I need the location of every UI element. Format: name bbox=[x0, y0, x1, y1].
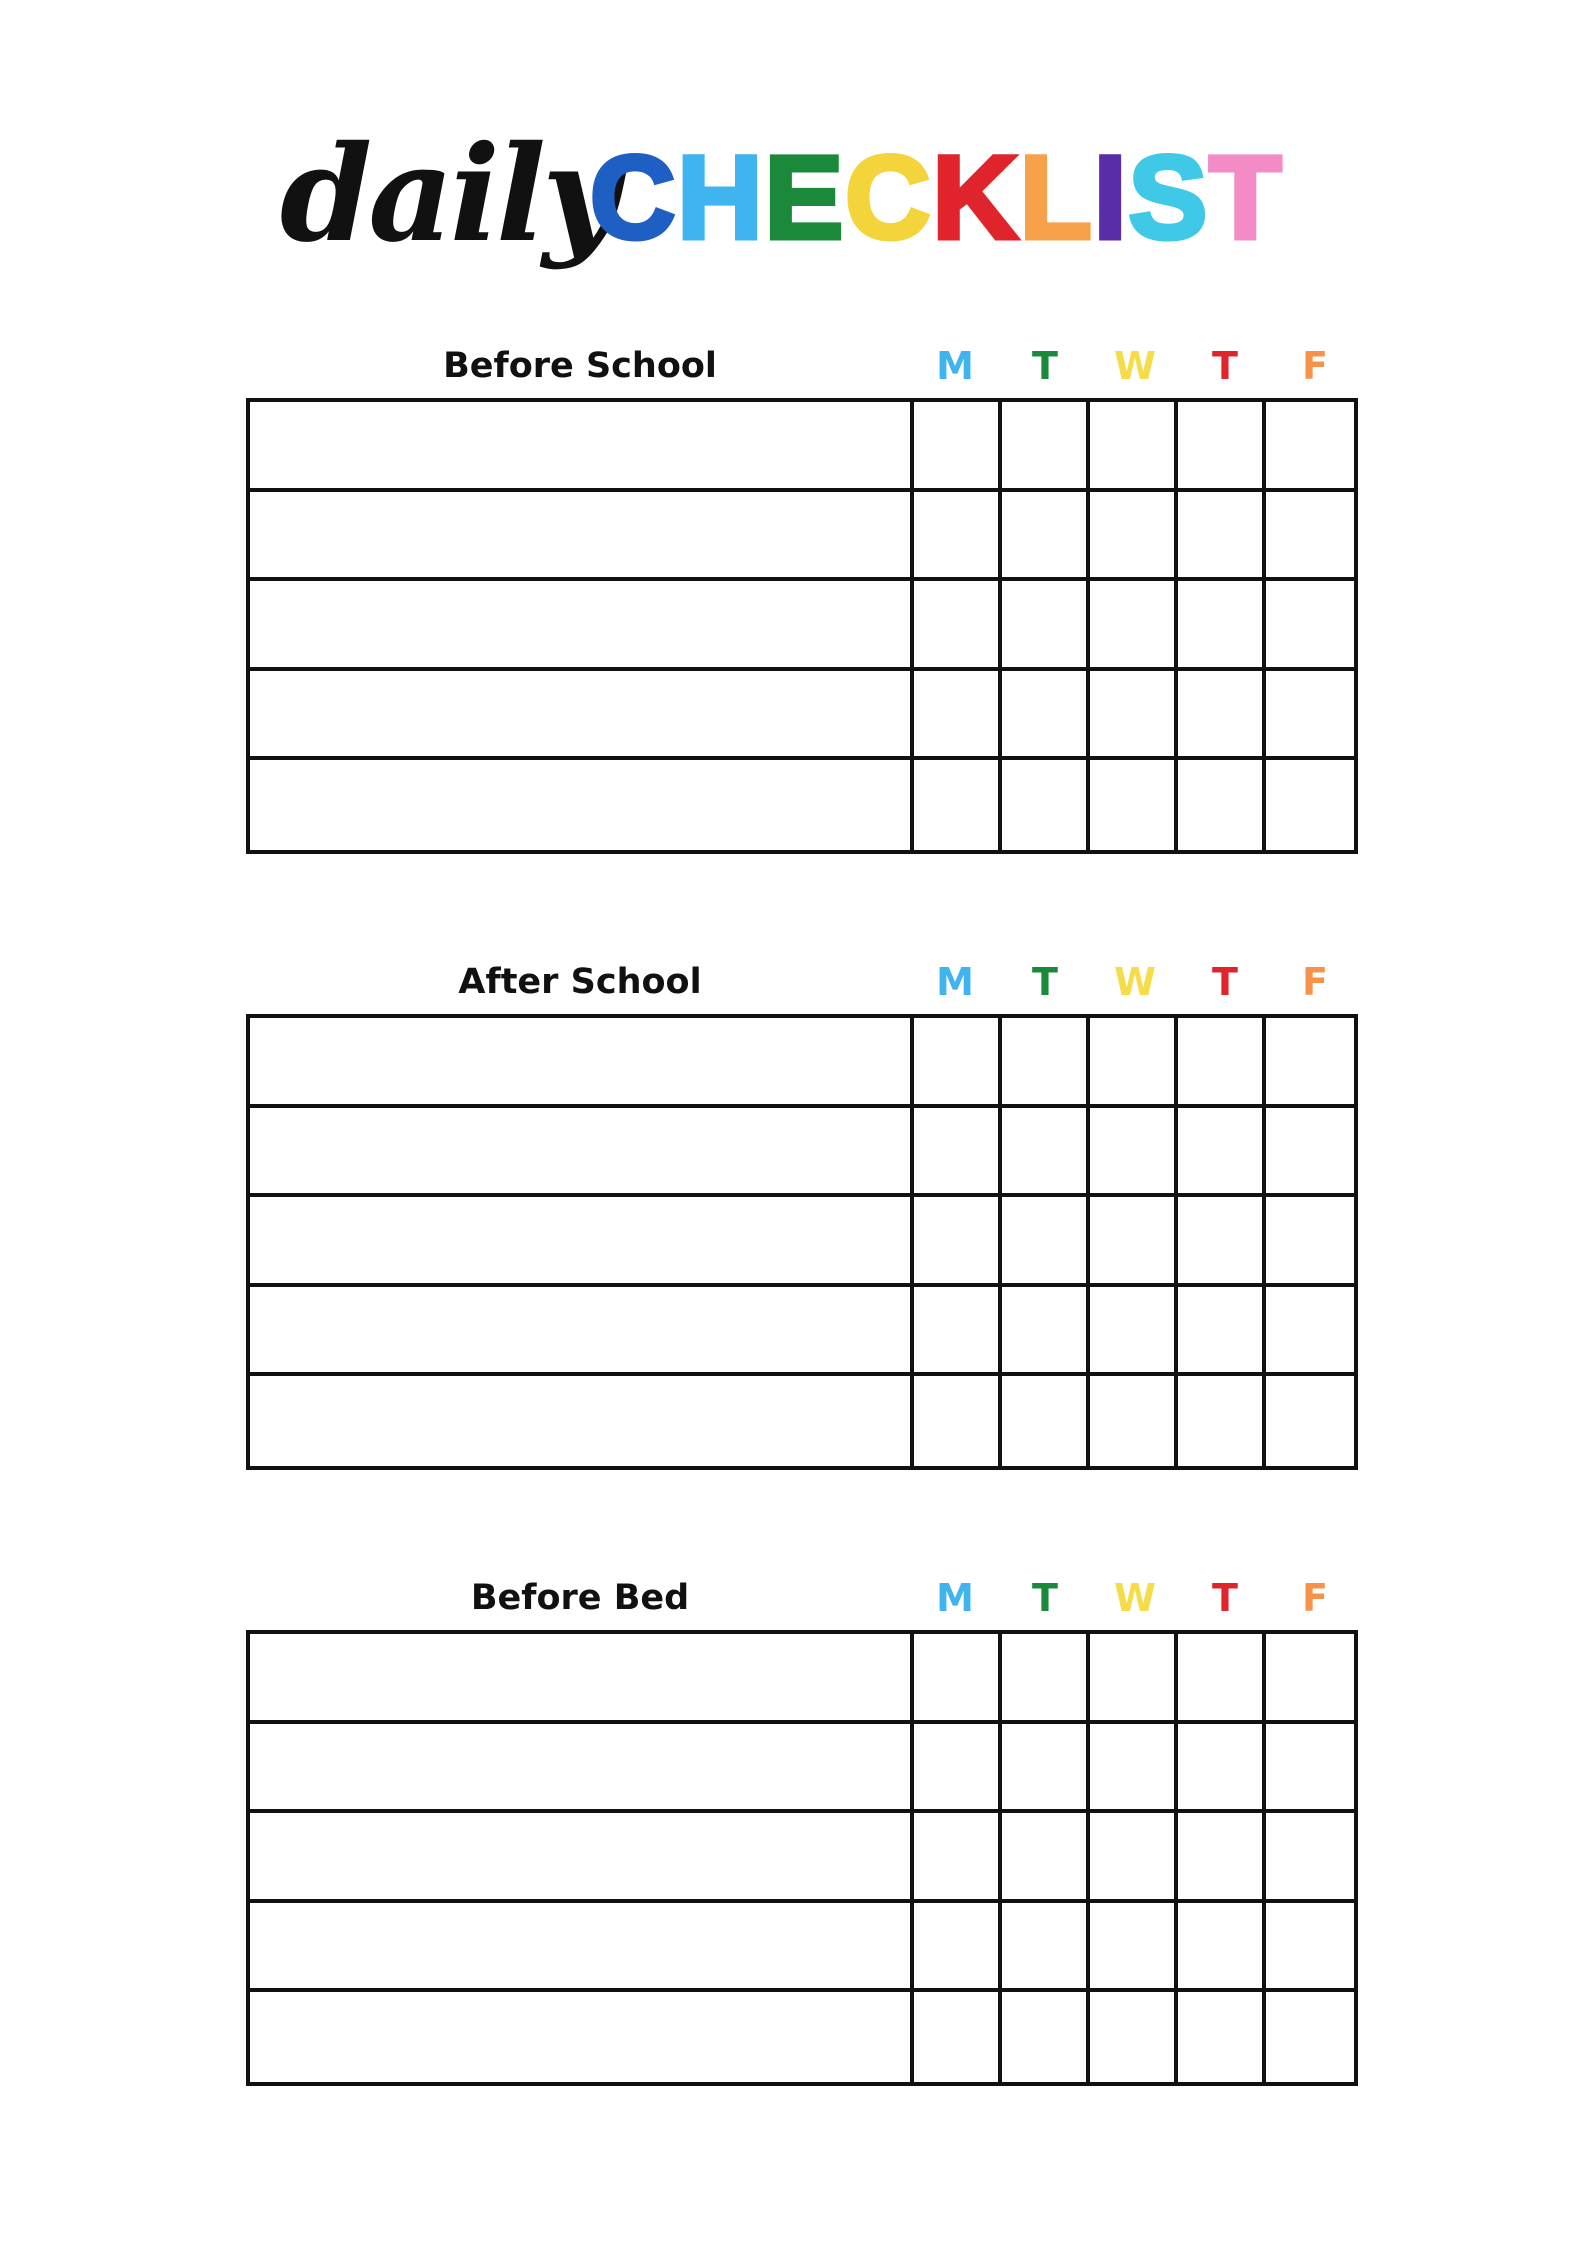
check-box[interactable] bbox=[1090, 1992, 1178, 2082]
check-box[interactable] bbox=[1266, 1108, 1354, 1198]
check-box[interactable] bbox=[1178, 1992, 1266, 2082]
check-box[interactable] bbox=[1002, 492, 1090, 582]
title-letter: C bbox=[590, 132, 676, 264]
check-box[interactable] bbox=[1178, 581, 1266, 671]
check-box[interactable] bbox=[914, 760, 1002, 850]
check-box[interactable] bbox=[1178, 1724, 1266, 1814]
check-box[interactable] bbox=[1002, 1287, 1090, 1377]
task-cell[interactable] bbox=[250, 1287, 914, 1377]
check-box[interactable] bbox=[1002, 1903, 1090, 1993]
day-label: T bbox=[1032, 960, 1058, 1004]
check-box[interactable] bbox=[914, 1197, 1002, 1287]
check-box[interactable] bbox=[1090, 671, 1178, 761]
title-letter: L bbox=[1019, 132, 1092, 264]
check-box[interactable] bbox=[1266, 1813, 1354, 1903]
section-header bbox=[246, 1574, 1362, 1630]
check-box[interactable] bbox=[1178, 760, 1266, 850]
check-box[interactable] bbox=[914, 402, 1002, 492]
day-label: M bbox=[936, 344, 974, 388]
check-box[interactable] bbox=[1266, 1634, 1354, 1724]
check-box[interactable] bbox=[1090, 1018, 1178, 1108]
check-box[interactable] bbox=[1178, 1287, 1266, 1377]
check-box[interactable] bbox=[1002, 1018, 1090, 1108]
task-cell[interactable] bbox=[250, 760, 914, 850]
task-cell[interactable] bbox=[250, 1634, 914, 1724]
check-box[interactable] bbox=[1090, 581, 1178, 671]
check-box[interactable] bbox=[1266, 1197, 1354, 1287]
check-box[interactable] bbox=[1266, 760, 1354, 850]
task-cell[interactable] bbox=[250, 1376, 914, 1466]
day-label: T bbox=[1212, 960, 1238, 1004]
check-box[interactable] bbox=[1266, 1018, 1354, 1108]
check-box[interactable] bbox=[1266, 402, 1354, 492]
day-label: W bbox=[1114, 1576, 1156, 1620]
check-box[interactable] bbox=[1002, 1724, 1090, 1814]
title-outline-word bbox=[590, 132, 1282, 264]
check-box[interactable] bbox=[914, 1634, 1002, 1724]
check-box[interactable] bbox=[914, 1018, 1002, 1108]
check-box[interactable] bbox=[1178, 1018, 1266, 1108]
check-box[interactable] bbox=[1266, 1992, 1354, 2082]
day-label: F bbox=[1302, 1576, 1328, 1620]
check-box[interactable] bbox=[1002, 1197, 1090, 1287]
task-cell[interactable] bbox=[250, 581, 914, 671]
section-after-school bbox=[246, 958, 1362, 1470]
check-box[interactable] bbox=[1178, 1376, 1266, 1466]
check-box[interactable] bbox=[914, 1108, 1002, 1198]
check-box[interactable] bbox=[914, 581, 1002, 671]
task-cell[interactable] bbox=[250, 1108, 914, 1198]
check-box[interactable] bbox=[1002, 1813, 1090, 1903]
day-label: T bbox=[1212, 1576, 1238, 1620]
check-box[interactable] bbox=[1178, 1108, 1266, 1198]
checklist-grid bbox=[246, 1630, 1358, 2086]
check-box[interactable] bbox=[1090, 1287, 1178, 1377]
check-box[interactable] bbox=[1090, 1108, 1178, 1198]
day-label: F bbox=[1302, 344, 1328, 388]
section-before-bed bbox=[246, 1574, 1362, 2086]
checklist-grid bbox=[246, 1014, 1358, 1470]
check-box[interactable] bbox=[1178, 671, 1266, 761]
task-cell[interactable] bbox=[250, 1903, 914, 1993]
check-box[interactable] bbox=[914, 492, 1002, 582]
check-box[interactable] bbox=[1090, 1724, 1178, 1814]
check-box[interactable] bbox=[1178, 492, 1266, 582]
day-label: T bbox=[1032, 1576, 1058, 1620]
check-box[interactable] bbox=[914, 1287, 1002, 1377]
title-letter: C bbox=[845, 132, 931, 264]
check-box[interactable] bbox=[1178, 1197, 1266, 1287]
section-title: Before School bbox=[443, 346, 717, 386]
title-script-word: daily bbox=[280, 117, 615, 272]
day-label: T bbox=[1212, 344, 1238, 388]
day-label: W bbox=[1114, 344, 1156, 388]
task-cell[interactable] bbox=[250, 1197, 914, 1287]
check-box[interactable] bbox=[1266, 671, 1354, 761]
title-letter: H bbox=[677, 132, 763, 264]
day-label: F bbox=[1302, 960, 1328, 1004]
check-box[interactable] bbox=[1090, 1813, 1178, 1903]
check-box[interactable] bbox=[914, 1903, 1002, 1993]
title-letter: K bbox=[932, 132, 1018, 264]
section-title: After School bbox=[458, 962, 702, 1002]
check-box[interactable] bbox=[914, 1724, 1002, 1814]
task-cell[interactable] bbox=[250, 1813, 914, 1903]
day-label: M bbox=[936, 1576, 974, 1620]
title-letter: I bbox=[1093, 132, 1127, 264]
day-label: M bbox=[936, 960, 974, 1004]
checklist-grid bbox=[246, 398, 1358, 854]
check-box[interactable] bbox=[1002, 1376, 1090, 1466]
day-label: W bbox=[1114, 960, 1156, 1004]
title-letter: S bbox=[1128, 132, 1208, 264]
check-box[interactable] bbox=[1266, 1376, 1354, 1466]
section-header bbox=[246, 958, 1362, 1014]
check-box[interactable] bbox=[1002, 1634, 1090, 1724]
check-box[interactable] bbox=[1090, 1376, 1178, 1466]
check-box[interactable] bbox=[914, 1992, 1002, 2082]
check-box[interactable] bbox=[1090, 1634, 1178, 1724]
check-box[interactable] bbox=[1090, 492, 1178, 582]
check-box[interactable] bbox=[1266, 581, 1354, 671]
check-box[interactable] bbox=[1178, 1903, 1266, 1993]
task-cell[interactable] bbox=[250, 1724, 914, 1814]
task-cell[interactable] bbox=[250, 492, 914, 582]
check-box[interactable] bbox=[1002, 402, 1090, 492]
check-box[interactable] bbox=[1266, 1724, 1354, 1814]
check-box[interactable] bbox=[1090, 402, 1178, 492]
title-letter: E bbox=[764, 132, 844, 264]
check-box[interactable] bbox=[1178, 1813, 1266, 1903]
check-box[interactable] bbox=[1090, 1197, 1178, 1287]
check-box[interactable] bbox=[1178, 402, 1266, 492]
title-letter: T bbox=[1209, 132, 1282, 264]
task-cell[interactable] bbox=[250, 1992, 914, 2082]
section-before-school bbox=[246, 342, 1362, 854]
check-box[interactable] bbox=[1002, 760, 1090, 850]
section-title: Before Bed bbox=[470, 1578, 690, 1618]
check-box[interactable] bbox=[1266, 492, 1354, 582]
task-cell[interactable] bbox=[250, 402, 914, 492]
day-label: T bbox=[1032, 344, 1058, 388]
check-box[interactable] bbox=[1178, 1634, 1266, 1724]
check-box[interactable] bbox=[1002, 1108, 1090, 1198]
page-title bbox=[280, 117, 1320, 290]
check-box[interactable] bbox=[1090, 1903, 1178, 1993]
check-box[interactable] bbox=[1266, 1287, 1354, 1377]
check-box[interactable] bbox=[1002, 581, 1090, 671]
task-cell[interactable] bbox=[250, 1018, 914, 1108]
check-box[interactable] bbox=[914, 1376, 1002, 1466]
check-box[interactable] bbox=[1266, 1903, 1354, 1993]
check-box[interactable] bbox=[914, 1813, 1002, 1903]
section-header bbox=[246, 342, 1362, 398]
check-box[interactable] bbox=[1002, 671, 1090, 761]
check-box[interactable] bbox=[1002, 1992, 1090, 2082]
check-box[interactable] bbox=[1090, 760, 1178, 850]
task-cell[interactable] bbox=[250, 671, 914, 761]
check-box[interactable] bbox=[914, 671, 1002, 761]
